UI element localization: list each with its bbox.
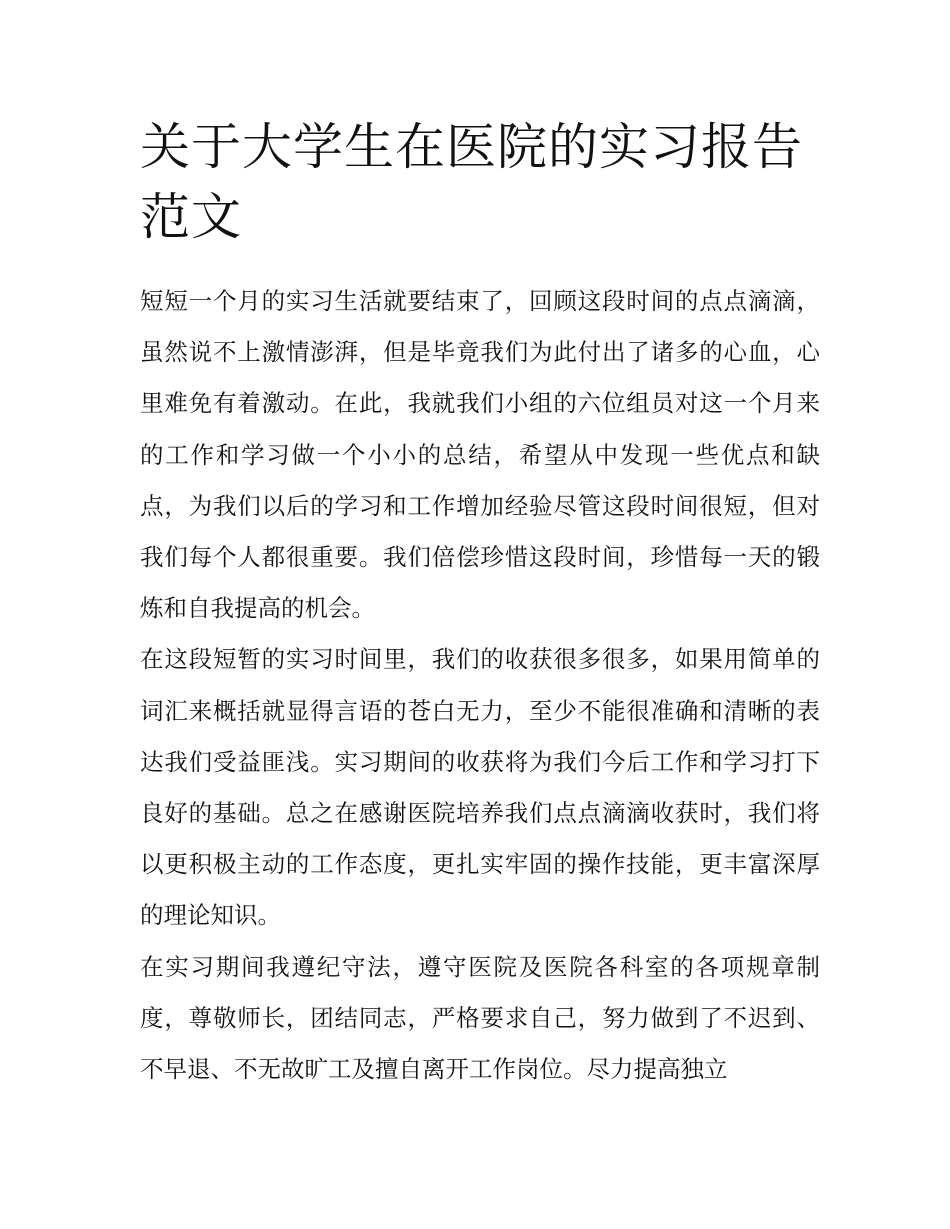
body-paragraph: 在这段短暂的实习时间里，我们的收获很多很多，如果用简单的词汇来概括就显得言语的苍白无力，至少不能很准确和清晰的表达我们受益匪浅。实习期间的收获将为我们今后工作和学习打下良好的基础。总之在感谢医院培养我们点点滴滴收获时，我们将以更积极主动的工作态度，更扎实牢固的操作技能，更丰富深厚的理论知识。 xyxy=(140,645,820,930)
body-paragraph: 短短一个月的实习生活就要结束了，回顾这段时间的点点滴滴，虽然说不上激情澎湃，但是毕竟我们为此付出了诸多的心血，心里难免有着激动。在此，我就我们小组的六位组员对这一个月来的工作和学习做一个小小的总结，希望从中发现一些优点和缺点，为我们以后的学习和工作增加经验尽管这段时间很短，但对我们每个人都很重要。我们倍偿珍惜这段时间，珍惜每一天的锻炼和自我提高的机会。 xyxy=(140,287,820,623)
document-body xyxy=(140,276,820,1095)
document-title: 关于大学生在医院的实习报告范文 xyxy=(140,118,803,246)
body-paragraph: 在实习期间我遵纪守法，遵守医院及医院各科室的各项规章制度，尊敬师长，团结同志，严格要求自己，努力做到了不迟到、不早退、不无故旷工及擅自离开工作岗位。尽力提高独立 xyxy=(140,952,820,1084)
